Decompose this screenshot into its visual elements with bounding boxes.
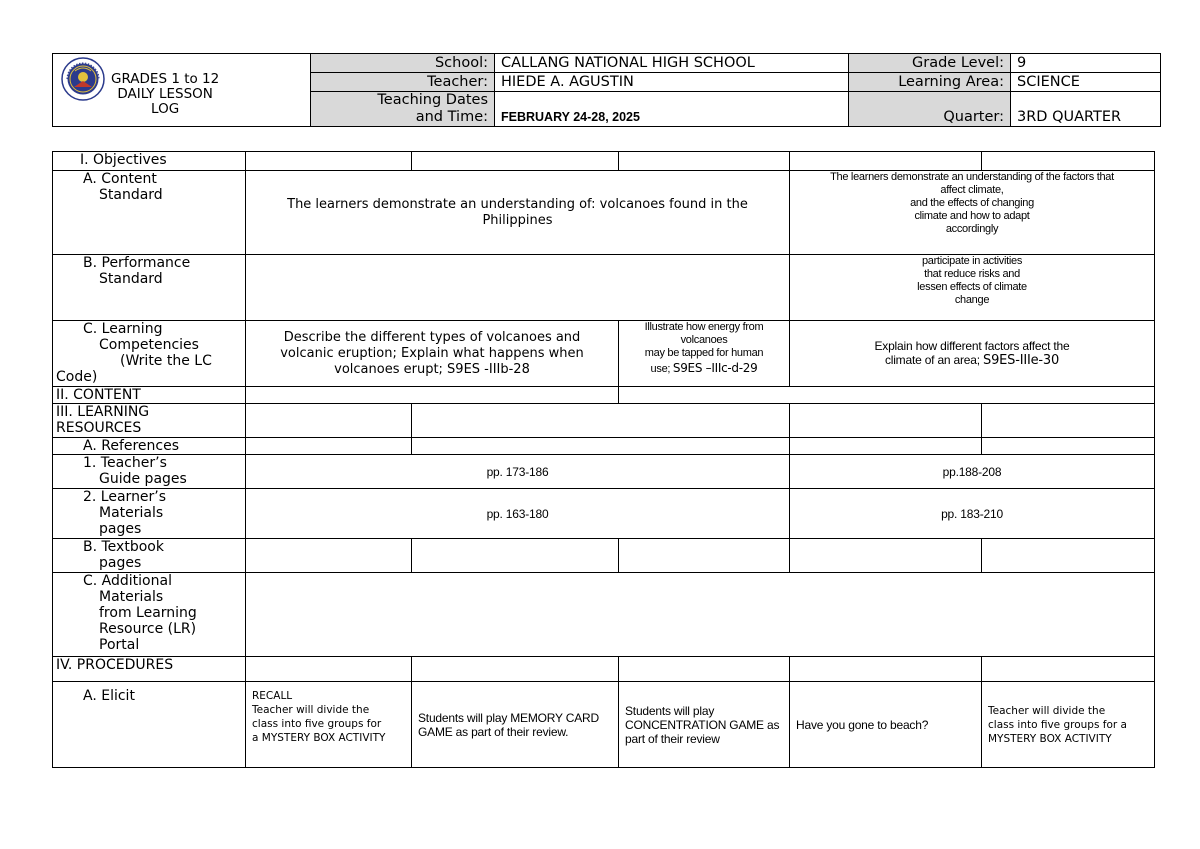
learners-materials-pages-volcanoes: pp. 163-180	[246, 489, 790, 539]
learning-area-label: Learning Area:	[849, 73, 1011, 92]
competency-climate-l1: Explain how different factors affect the	[874, 338, 1070, 353]
learning-resources-cell-2	[412, 404, 790, 438]
performance-standard-climate-l1: participate in activities	[921, 255, 1023, 267]
header-row-school	[53, 54, 1161, 73]
elicit-day1-l1: RECALL	[252, 690, 293, 702]
learning-resources-label	[53, 404, 246, 438]
elicit-day3	[619, 682, 790, 768]
additional-materials-label-l1: C. Additional	[83, 573, 172, 589]
references-label	[53, 438, 246, 455]
teachers-guide-pages-climate: pp.188-208	[790, 455, 1155, 489]
content-cell-volcanoes	[246, 387, 619, 404]
procedures-cell-1	[246, 657, 412, 682]
logo-cell	[53, 54, 311, 127]
elicit-day5-l3: MYSTERY BOX ACTIVITY	[988, 732, 1112, 745]
elicit-day3-l1: Students will play	[625, 703, 715, 718]
competency-energy-l1: Illustrate how energy from	[644, 321, 764, 333]
performance-standard-climate-l4: change	[954, 294, 990, 306]
elicit-day2-l2: GAME as part of their review.	[418, 724, 569, 739]
elicit-day1-l2: Teacher will divide the	[252, 704, 370, 716]
competency-energy	[619, 321, 790, 387]
content-standard-climate-l5: accordingly	[945, 223, 999, 235]
additional-materials-label	[53, 573, 246, 657]
textbook-cell-1	[246, 539, 412, 573]
content-standard-climate	[790, 171, 1155, 255]
row-content-standard	[53, 171, 1155, 255]
objectives-cell-5	[982, 152, 1155, 171]
teachers-guide-pages-volcanoes: pp. 173-186	[246, 455, 790, 489]
content-label: II. CONTENT	[53, 387, 246, 404]
row-teachers-guide	[53, 455, 1155, 489]
content-standard-climate-l2: affect climate,	[940, 184, 1004, 196]
objectives-cell-4	[790, 152, 982, 171]
elicit-day3-l3: part of their review	[625, 731, 720, 746]
elicit-day3-l2: CONCENTRATION GAME as	[625, 717, 780, 732]
objectives-label	[53, 152, 246, 171]
competency-energy-l3: may be tapped for human	[644, 347, 764, 359]
elicit-day1-l3: class into five groups for	[252, 718, 382, 730]
row-learning-competencies	[53, 321, 1155, 387]
performance-standard-label	[53, 255, 246, 321]
row-elicit	[53, 682, 1155, 768]
textbook-cell-3	[619, 539, 790, 573]
additional-materials-label-l5: Portal	[99, 637, 140, 653]
competency-energy-l2: volcanoes	[680, 334, 728, 346]
teacher-label: Teacher:	[311, 73, 495, 92]
content-cell-climate	[619, 387, 1155, 404]
header-table	[52, 53, 1161, 127]
textbook-label-l1: B. Textbook	[83, 539, 164, 555]
procedures-cell-2	[412, 657, 619, 682]
content-standard-label-l1: A. Content	[83, 171, 157, 187]
textbook-label	[53, 539, 246, 573]
row-learning-resources	[53, 404, 1155, 438]
teaching-dates-label-line2: and Time:	[415, 109, 488, 125]
performance-standard-label-l2: Standard	[99, 271, 163, 287]
elicit-day2-l1: Students will play MEMORY CARD	[418, 710, 599, 725]
teachers-guide-label	[53, 455, 246, 489]
school-label: School:	[311, 54, 495, 73]
elicit-day1	[246, 682, 412, 768]
additional-materials-cell	[246, 573, 1155, 657]
learners-materials-label-l3: pages	[99, 521, 142, 537]
competency-energy-code: S9ES –IIIc-d-29	[672, 361, 758, 375]
performance-standard-climate	[790, 255, 1155, 321]
learners-materials-label	[53, 489, 246, 539]
textbook-cell-2	[412, 539, 619, 573]
references-cell-1	[246, 438, 412, 455]
log-title-line3: LOG	[151, 101, 180, 117]
row-performance-standard	[53, 255, 1155, 321]
learners-materials-label-l1: 2. Learner’s	[83, 489, 167, 505]
elicit-day5	[982, 682, 1155, 768]
teachers-guide-label-l2: Guide pages	[99, 471, 187, 487]
log-title-line2: DAILY LESSON	[117, 86, 213, 102]
learning-competencies-label	[53, 321, 246, 387]
performance-standard-volcanoes	[246, 255, 790, 321]
additional-materials-label-l2: Materials	[99, 589, 164, 605]
competency-climate	[790, 321, 1155, 387]
references-text: A. References	[83, 438, 180, 454]
teaching-dates-label-line1: Teaching Dates	[377, 92, 488, 108]
references-cell-2	[412, 438, 790, 455]
objectives-text: I. Objectives	[80, 152, 167, 168]
elicit-day1-l4: a MYSTERY BOX ACTIVITY	[252, 732, 386, 744]
row-learners-materials	[53, 489, 1155, 539]
grade-level-value: 9	[1011, 54, 1161, 73]
additional-materials-label-l3: from Learning	[99, 605, 197, 621]
learning-competencies-label-l3: (Write the LC	[120, 353, 212, 369]
teaching-dates-label	[311, 92, 495, 127]
learning-resources-cell-3	[790, 404, 982, 438]
learning-resources-label-l2: RESOURCES	[56, 420, 142, 436]
learning-resources-cell-1	[246, 404, 412, 438]
learning-competencies-label-l2: Competencies	[99, 337, 199, 353]
competency-volcanoes: Describe the different types of volcanoes and volcanic eruption; Explain what happens when volcanoes erupt; S9ES -IIIb-28	[246, 321, 619, 387]
content-standard-label	[53, 171, 246, 255]
content-standard-climate-l1: The learners demonstrate an understanding of the factors that	[830, 171, 1114, 183]
performance-standard-climate-l2: that reduce risks and	[924, 268, 1020, 280]
quarter-value: 3RD QUARTER	[1011, 92, 1161, 127]
competency-energy-l4: use;	[650, 363, 673, 375]
row-content	[53, 387, 1155, 404]
performance-standard-climate-l3: lessen effects of climate	[917, 281, 1027, 293]
row-objectives	[53, 152, 1155, 171]
elicit-label	[53, 682, 246, 768]
row-textbook	[53, 539, 1155, 573]
row-procedures	[53, 657, 1155, 682]
additional-materials-label-l4: Resource (LR)	[99, 621, 197, 637]
performance-standard-label-l1: B. Performance	[83, 255, 191, 271]
learning-competencies-label-l4: Code)	[56, 369, 98, 385]
elicit-day5-l1: Teacher will divide the	[988, 704, 1106, 717]
references-cell-3	[790, 438, 982, 455]
learning-resources-cell-4	[982, 404, 1155, 438]
content-standard-volcanoes: The learners demonstrate an understanding of: volcanoes found in the Philippines	[246, 171, 790, 255]
procedures-cell-5	[982, 657, 1155, 682]
learning-resources-label-l1: III. LEARNING	[56, 404, 150, 420]
log-title-line1: GRADES 1 to 12	[111, 71, 220, 87]
objectives-cell-2	[412, 152, 619, 171]
row-references	[53, 438, 1155, 455]
procedures-cell-3	[619, 657, 790, 682]
competency-climate-l2: climate of an area;	[884, 352, 984, 367]
learning-area-value: SCIENCE	[1011, 73, 1161, 92]
lesson-log-table	[52, 151, 1155, 768]
content-standard-label-l2: Standard	[99, 187, 163, 203]
procedures-cell-4	[790, 657, 982, 682]
learning-competencies-label-l1: C. Learning	[83, 321, 163, 337]
references-cell-4	[982, 438, 1155, 455]
learners-materials-pages-climate: pp. 183-210	[790, 489, 1155, 539]
teachers-guide-label-l1: 1. Teacher’s	[83, 455, 167, 471]
textbook-cell-4	[790, 539, 982, 573]
elicit-text: A. Elicit	[83, 688, 135, 704]
learners-materials-label-l2: Materials	[99, 505, 164, 521]
textbook-cell-5	[982, 539, 1155, 573]
school-value: CALLANG NATIONAL HIGH SCHOOL	[495, 54, 849, 73]
teaching-dates-value: FEBRUARY 24-28, 2025	[495, 92, 849, 127]
competency-climate-code: S9ES-IIIe-30	[983, 352, 1060, 368]
teacher-value: HIEDE A. AGUSTIN	[495, 73, 849, 92]
procedures-label: IV. PROCEDURES	[53, 657, 246, 682]
grade-level-label: Grade Level:	[849, 54, 1011, 73]
objectives-cell-3	[619, 152, 790, 171]
quarter-label: Quarter:	[849, 92, 1011, 127]
objectives-cell-1	[246, 152, 412, 171]
content-standard-climate-l3: and the effects of changing	[910, 197, 1034, 209]
deped-seal-icon	[61, 57, 105, 101]
content-standard-climate-l4: climate and how to adapt	[914, 210, 1030, 222]
elicit-day4: Have you gone to beach?	[790, 682, 982, 768]
elicit-day2	[412, 682, 619, 768]
row-additional-materials	[53, 573, 1155, 657]
daily-lesson-log-title	[111, 72, 219, 117]
elicit-day5-l2: class into five groups for a	[988, 718, 1127, 731]
textbook-label-l2: pages	[99, 555, 142, 571]
